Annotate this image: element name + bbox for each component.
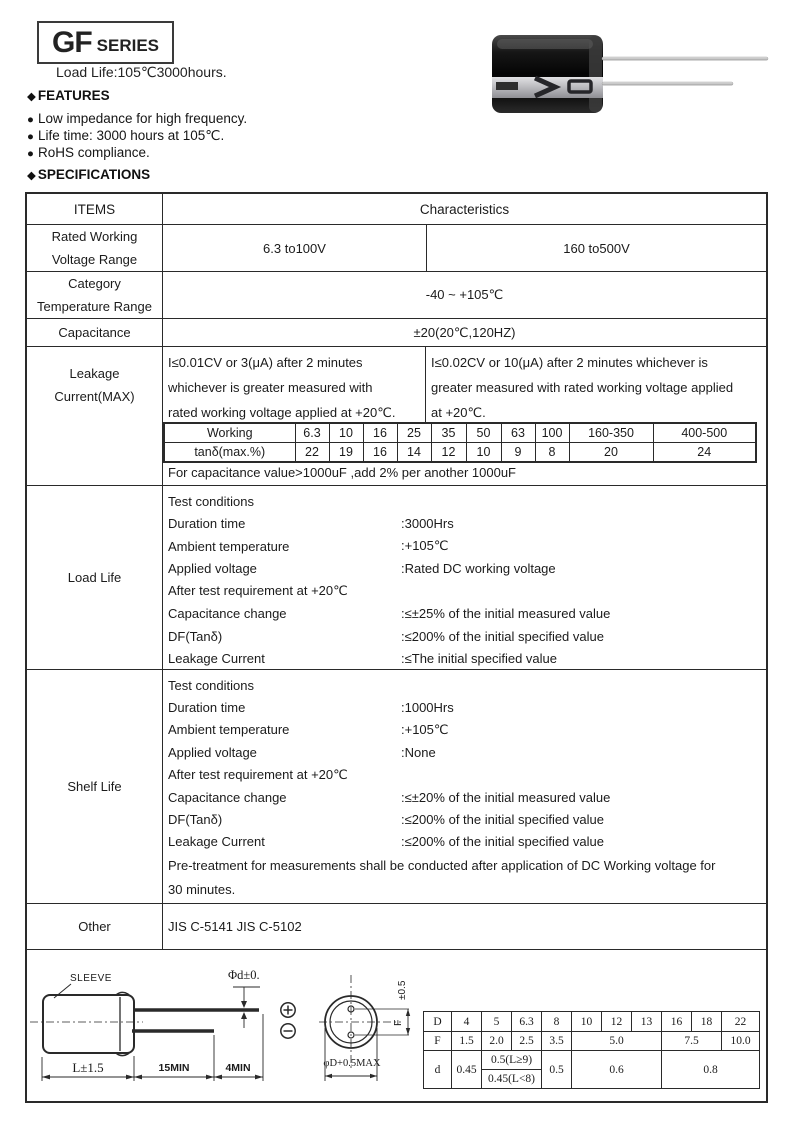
- voltage-high-cell: 160 to500V: [563, 240, 630, 256]
- bullet-icon: ●: [27, 114, 34, 126]
- features-heading: [27, 88, 110, 103]
- tan-table-label: tanδ(max.%): [164, 443, 295, 463]
- voltage-cell: 400-500: [653, 423, 756, 443]
- body-length-dimension: L±1.5: [72, 1060, 104, 1075]
- condition-value: :≤200% of the initial specified value: [401, 812, 604, 828]
- dim-cell: 22: [722, 1012, 760, 1032]
- condition-value: :≤200% of the initial specified value: [401, 834, 604, 850]
- dim-cell: 4: [452, 1012, 482, 1032]
- pretreatment-note-line: 30 minutes.: [168, 881, 236, 897]
- row-label: Load Life: [27, 486, 163, 669]
- crimp-curves: [116, 992, 129, 1055]
- feature-item: [27, 128, 224, 144]
- capacitance-value-cell: ±20(20℃,120HZ): [413, 324, 516, 340]
- dim-cell: 10.0: [722, 1032, 760, 1051]
- lead-diameter-leader: [233, 987, 260, 1028]
- polarity-plus-icon: [281, 1003, 295, 1017]
- specifications-table: [25, 192, 768, 1103]
- arrowhead: [241, 1012, 247, 1019]
- arrowhead: [255, 1075, 263, 1080]
- condition-key: Applied voltage: [168, 561, 257, 577]
- dim-cell: 0.6: [572, 1051, 662, 1089]
- tan-delta-table: [163, 422, 757, 463]
- arrowhead: [134, 1075, 142, 1080]
- dim-cell: 8: [542, 1012, 572, 1032]
- dim-cell: 0.45(L<8): [482, 1070, 542, 1089]
- condition-line: [163, 513, 766, 536]
- arrowhead: [214, 1075, 222, 1080]
- condition-value: :≤The initial specified value: [401, 651, 557, 667]
- condition-key: Duration time: [168, 700, 246, 716]
- lead-diameter-label: Φd±0.: [228, 968, 260, 982]
- condition-key: Duration time: [168, 516, 246, 532]
- dim-cell: 18: [692, 1012, 722, 1032]
- diameter-max-label: φD+0.5MAX: [323, 1058, 381, 1069]
- voltage-cell: 25: [397, 423, 431, 443]
- row-label-line: Voltage Range: [51, 252, 138, 267]
- diamond-icon: ◆: [27, 170, 36, 182]
- condition-key: Leakage Current: [168, 834, 265, 850]
- voltage-range-row: [27, 224, 766, 271]
- condition-line: [163, 674, 766, 696]
- condition-line: [163, 719, 766, 741]
- dim-cell: 6.3: [512, 1012, 542, 1032]
- diamond-icon: ◆: [27, 91, 36, 103]
- row-label: Shelf Life: [27, 670, 163, 903]
- specifications-heading-label: SPECIFICATIONS: [37, 167, 151, 182]
- feature-text: Life time: 3000 hours at 105℃.: [37, 128, 225, 143]
- lead-tip-dimension: 4MIN: [225, 1062, 251, 1074]
- condition-line: [163, 558, 766, 581]
- condition-line: [163, 648, 766, 671]
- condition-key: Applied voltage: [168, 744, 257, 760]
- condition-value: :≤±20% of the initial measured value: [401, 789, 611, 805]
- condition-line: [163, 764, 766, 786]
- arrowhead: [126, 1075, 134, 1080]
- load-life-row: [27, 485, 766, 669]
- voltage-cell: 160-350: [569, 423, 653, 443]
- lead-length-dimension: 15MIN: [158, 1062, 190, 1074]
- row-label-line: Temperature Range: [37, 299, 152, 314]
- capacitor-side-view: [30, 968, 295, 1081]
- arrowhead: [241, 1001, 247, 1008]
- voltage-cell: 6.3: [295, 423, 329, 443]
- feature-text: RoHS compliance.: [37, 145, 150, 160]
- arrowhead: [406, 1028, 410, 1035]
- condition-key: DF(Tanδ): [168, 628, 223, 644]
- condition-key: Leakage Current: [168, 651, 265, 667]
- dim-cell: 2.5: [512, 1032, 542, 1051]
- polarity-minus-icon: [281, 1024, 295, 1038]
- condition-line: [163, 625, 766, 648]
- row-label-line: Category: [68, 276, 121, 291]
- condition-key: Ambient temperature: [168, 722, 290, 738]
- dim-cell: 3.5: [542, 1032, 572, 1051]
- condition-value: :Rated DC working voltage: [401, 561, 556, 577]
- voltage-cell: 100: [535, 423, 569, 443]
- other-row: [27, 903, 766, 949]
- tan-value-cell: 8: [535, 443, 569, 463]
- row-label: [27, 272, 163, 318]
- dim-cell: 5.0: [572, 1032, 662, 1051]
- dim-cell: 0.45: [452, 1051, 482, 1089]
- pretreatment-note-line: Pre-treatment for measurements shall be conducted after application of DC Working voltage for: [168, 857, 716, 873]
- pitch-tolerance-label: ±0.5: [397, 980, 408, 1000]
- lead-diameter-row: [424, 1051, 760, 1070]
- dim-cell: 16: [662, 1012, 692, 1032]
- feature-item: [27, 145, 150, 160]
- tan-table-label: Working: [164, 423, 295, 443]
- tan-value-cell: 16: [363, 443, 397, 463]
- bullet-icon: ●: [27, 148, 34, 160]
- text-line: greater measured with rated working voltage applied: [431, 380, 734, 395]
- arrowhead: [206, 1075, 214, 1080]
- capacitor-end-view: [319, 975, 410, 1081]
- diameter-row: [424, 1012, 760, 1032]
- tan-value-cell: 12: [431, 443, 466, 463]
- tan-delta-values-row: [164, 443, 756, 463]
- voltage-low-cell: 6.3 to100V: [163, 225, 427, 271]
- voltage-cell: 50: [466, 423, 501, 443]
- series-name: GF: [51, 25, 92, 59]
- condition-key: After test requirement at +20℃: [168, 583, 348, 599]
- dim-cell: 7.5: [662, 1032, 722, 1051]
- condition-line: [163, 580, 766, 603]
- series-suffix: SERIES: [96, 35, 160, 55]
- condition-key: Capacitance change: [168, 606, 287, 622]
- dim-cell: 0.5: [542, 1051, 572, 1089]
- condition-key: Test conditions: [168, 493, 254, 509]
- arrowhead: [325, 1074, 332, 1078]
- arrowhead: [370, 1074, 377, 1078]
- tan-value-cell: 14: [397, 443, 431, 463]
- condition-value: :None: [401, 744, 436, 760]
- row-label-line: Rated Working: [51, 229, 138, 244]
- condition-line: [163, 831, 766, 853]
- condition-line: [163, 696, 766, 718]
- condition-value: :3000Hrs: [401, 516, 454, 532]
- pitch-label: F: [392, 1019, 404, 1026]
- dim-header: F: [424, 1032, 452, 1051]
- text-line: I≤0.01CV or 3(μA) after 2 minutes: [168, 355, 363, 370]
- dim-cell: 12: [602, 1012, 632, 1032]
- arrowhead: [42, 1075, 50, 1080]
- load-life-subtitle: Load Life:105℃3000hours.: [56, 64, 227, 80]
- capacitor-leads: [602, 57, 768, 85]
- text-line: whichever is greater measured with: [168, 380, 373, 395]
- characteristics-header-cell: Characteristics: [419, 201, 510, 217]
- row-label-line: Leakage: [69, 366, 120, 381]
- arrowhead: [406, 1009, 410, 1016]
- dim-cell: 13: [632, 1012, 662, 1032]
- condition-key: After test requirement at +20℃: [168, 766, 348, 782]
- sleeve-label: SLEEVE: [70, 973, 112, 984]
- dim-header: d: [424, 1051, 452, 1089]
- feature-item: [27, 111, 247, 126]
- items-header-cell: ITEMS: [27, 194, 163, 224]
- row-label: [27, 347, 163, 485]
- row-label: Capacitance: [27, 319, 163, 346]
- capacitor-photo: [485, 18, 785, 118]
- feature-text: Low impedance for high frequency.: [37, 111, 248, 126]
- condition-value: :≤200% of the initial specified value: [401, 628, 604, 644]
- dim-cell: 5: [482, 1012, 512, 1032]
- condition-value: :≤±25% of the initial measured value: [401, 606, 611, 622]
- condition-line: [163, 535, 766, 558]
- dim-cell: 2.0: [482, 1032, 512, 1051]
- dim-cell: 1.5: [452, 1032, 482, 1051]
- condition-key: Capacitance change: [168, 789, 287, 805]
- capacitance-row: [27, 318, 766, 346]
- condition-value: :+105℃: [401, 538, 449, 554]
- dim-cell: 0.8: [662, 1051, 760, 1089]
- dim-cell: 10: [572, 1012, 602, 1032]
- voltage-cell: 35: [431, 423, 466, 443]
- voltage-cell: 63: [501, 423, 535, 443]
- tan-value-cell: 20: [569, 443, 653, 463]
- tan-value-cell: 19: [329, 443, 363, 463]
- bullet-icon: ●: [27, 131, 34, 143]
- capacitance-note: For capacitance value>1000uF ,add 2% per another 1000uF: [168, 465, 516, 480]
- tan-value-cell: 10: [466, 443, 501, 463]
- condition-line: [163, 741, 766, 763]
- text-line: rated working voltage applied at +20℃.: [168, 405, 396, 420]
- working-voltage-row: [164, 423, 756, 443]
- series-title-box: [37, 21, 174, 64]
- dimension-table: [423, 1011, 760, 1089]
- condition-line: [163, 786, 766, 808]
- row-label-line: Current(MAX): [54, 389, 135, 404]
- tan-value-cell: 9: [501, 443, 535, 463]
- tan-value-cell: 22: [295, 443, 329, 463]
- row-label: Other: [27, 904, 163, 949]
- condition-key: DF(Tanδ): [168, 812, 223, 828]
- temperature-range-row: [27, 271, 766, 318]
- specifications-heading: [27, 167, 150, 182]
- condition-value: :1000Hrs: [401, 700, 454, 716]
- text-line: at +20℃.: [431, 405, 486, 420]
- dim-header: D: [424, 1012, 452, 1032]
- condition-line: [163, 603, 766, 626]
- leakage-current-row: [27, 346, 766, 485]
- condition-value: :+105℃: [401, 721, 449, 737]
- pitch-row: [424, 1032, 760, 1051]
- features-heading-label: FEATURES: [37, 88, 110, 103]
- voltage-cell: 16: [363, 423, 397, 443]
- temperature-value-cell: -40 ~ +105℃: [425, 287, 504, 302]
- dimension-drawing-row: [27, 949, 766, 1101]
- row-label: [27, 225, 163, 271]
- voltage-cell: 10: [329, 423, 363, 443]
- capacitor-body: [492, 35, 603, 113]
- shelf-life-row: [27, 669, 766, 903]
- condition-line: [163, 490, 766, 513]
- condition-key: Test conditions: [168, 677, 254, 693]
- leakage-low-voltage-text: [163, 347, 426, 422]
- leakage-high-voltage-text: [426, 347, 766, 422]
- tan-value-cell: 24: [653, 443, 756, 463]
- condition-key: Ambient temperature: [168, 538, 290, 554]
- other-standards-value: JIS C-5141 JIS C-5102: [168, 919, 302, 934]
- dim-cell: 0.5(L≥9): [482, 1051, 542, 1070]
- text-line: I≤0.02CV or 10(μA) after 2 minutes whichever is: [431, 355, 708, 370]
- condition-line: [163, 808, 766, 830]
- table-header-row: [27, 194, 766, 224]
